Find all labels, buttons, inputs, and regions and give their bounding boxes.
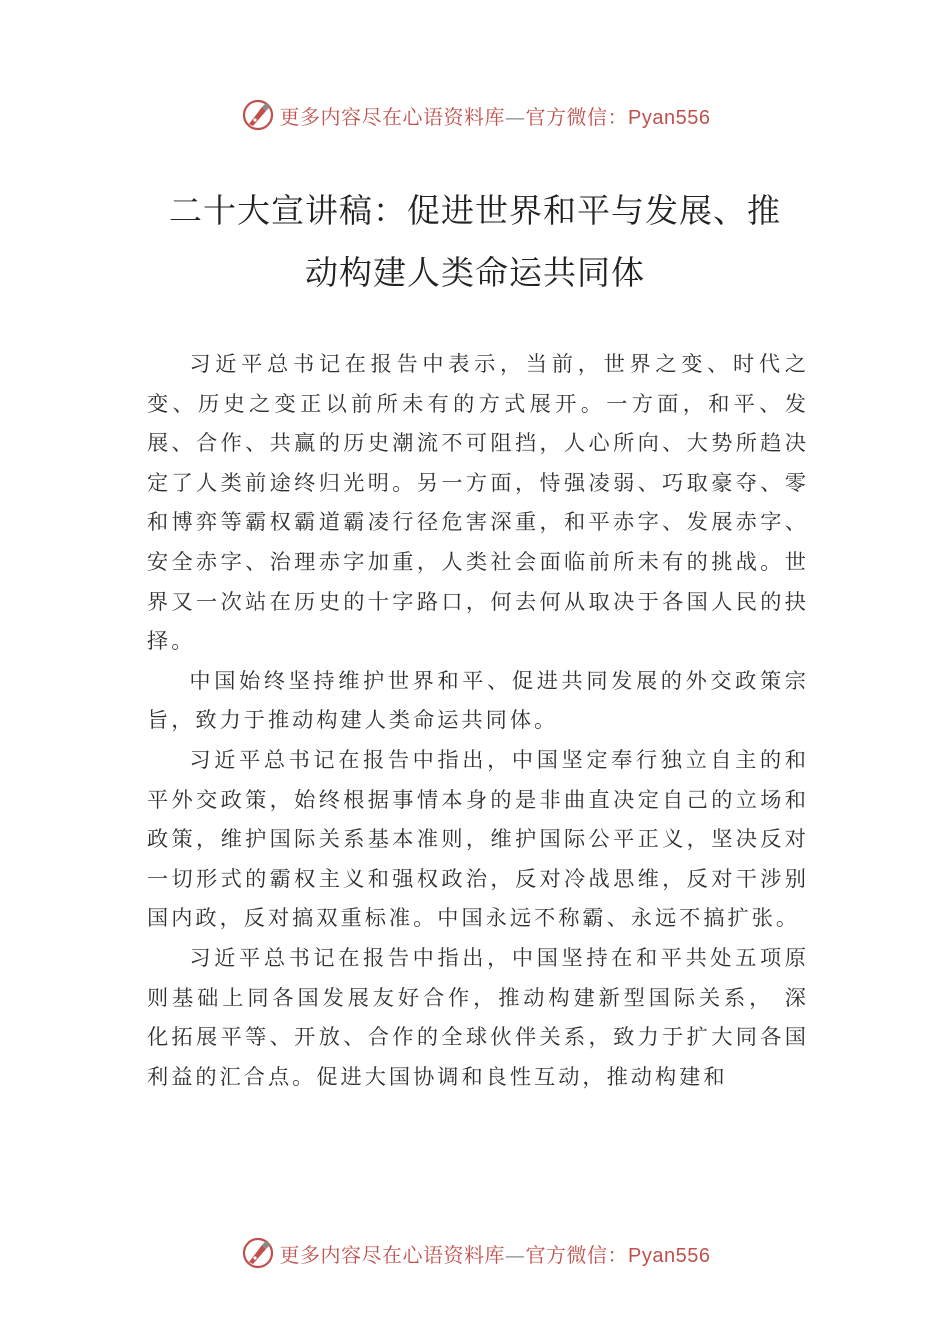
document-body	[147, 344, 809, 1096]
banner-dash: —	[505, 1242, 526, 1267]
title-line-1: 二十大宣讲稿：促进世界和平与发展、推	[169, 191, 781, 230]
pen-nib-logo-icon	[240, 97, 276, 133]
banner-dash: —	[505, 104, 526, 129]
paragraph-4: 习近平总书记在报告中指出，中国坚持在和平共处五项原则基础上同各国发展友好合作，推动构建新型国际关系， 深化拓展平等、开放、合作的全球伙伴关系，致力于扩大同各国利益的汇合点。促进大国协调和良性互动，推动构建和	[147, 944, 809, 1089]
title-line-2: 动构建人类命运共同体	[305, 253, 645, 292]
pen-nib-logo-icon	[240, 1235, 276, 1271]
banner-main: 更多内容尽在心语资料库	[279, 104, 506, 129]
banner-text	[280, 1239, 711, 1268]
document-title	[140, 180, 810, 304]
banner-text	[280, 101, 711, 130]
footer-banner	[0, 1233, 950, 1273]
paragraph-3: 习近平总书记在报告中指出，中国坚定奉行独立自主的和平外交政策，始终根据事情本身的是非曲直决定自己的立场和政策，维护国际关系基本准则，维护国际公平正义，坚决反对一切形式的霸权主义和强权政治，反对冷战思维，反对干涉别国内政，反对搞双重标准。中国永远不称霸、永远不搞扩张。	[147, 746, 809, 931]
paragraph-2: 中国始终坚持维护世界和平、促进共同发展的外交政策宗旨，致力于推动构建人类命运共同体。	[147, 667, 809, 733]
paragraph-1: 习近平总书记在报告中表示，当前，世界之变、时代之变、历史之变正以前所未有的方式展开。一方面，和平、发展、合作、共赢的历史潮流不可阻挡，人心所向、大势所趋决定了人类前途终归光明。另一方面，恃强凌弱、巧取豪夺、零和博弈等霸权霸道霸凌行径危害深重，和平赤字、发展赤字、安全赤字、治理赤字加重，人类社会面临前所未有的挑战。世界又一次站在历史的十字路口，何去何从取决于各国人民的抉择。	[147, 351, 809, 654]
banner-main: 更多内容尽在心语资料库	[279, 1242, 506, 1267]
banner-label: 官方微信：	[525, 1242, 629, 1267]
banner-label: 官方微信：	[525, 104, 629, 129]
header-banner	[0, 95, 950, 135]
banner-wechat-id: Pyan556	[628, 106, 711, 129]
banner-wechat-id: Pyan556	[628, 1244, 711, 1267]
